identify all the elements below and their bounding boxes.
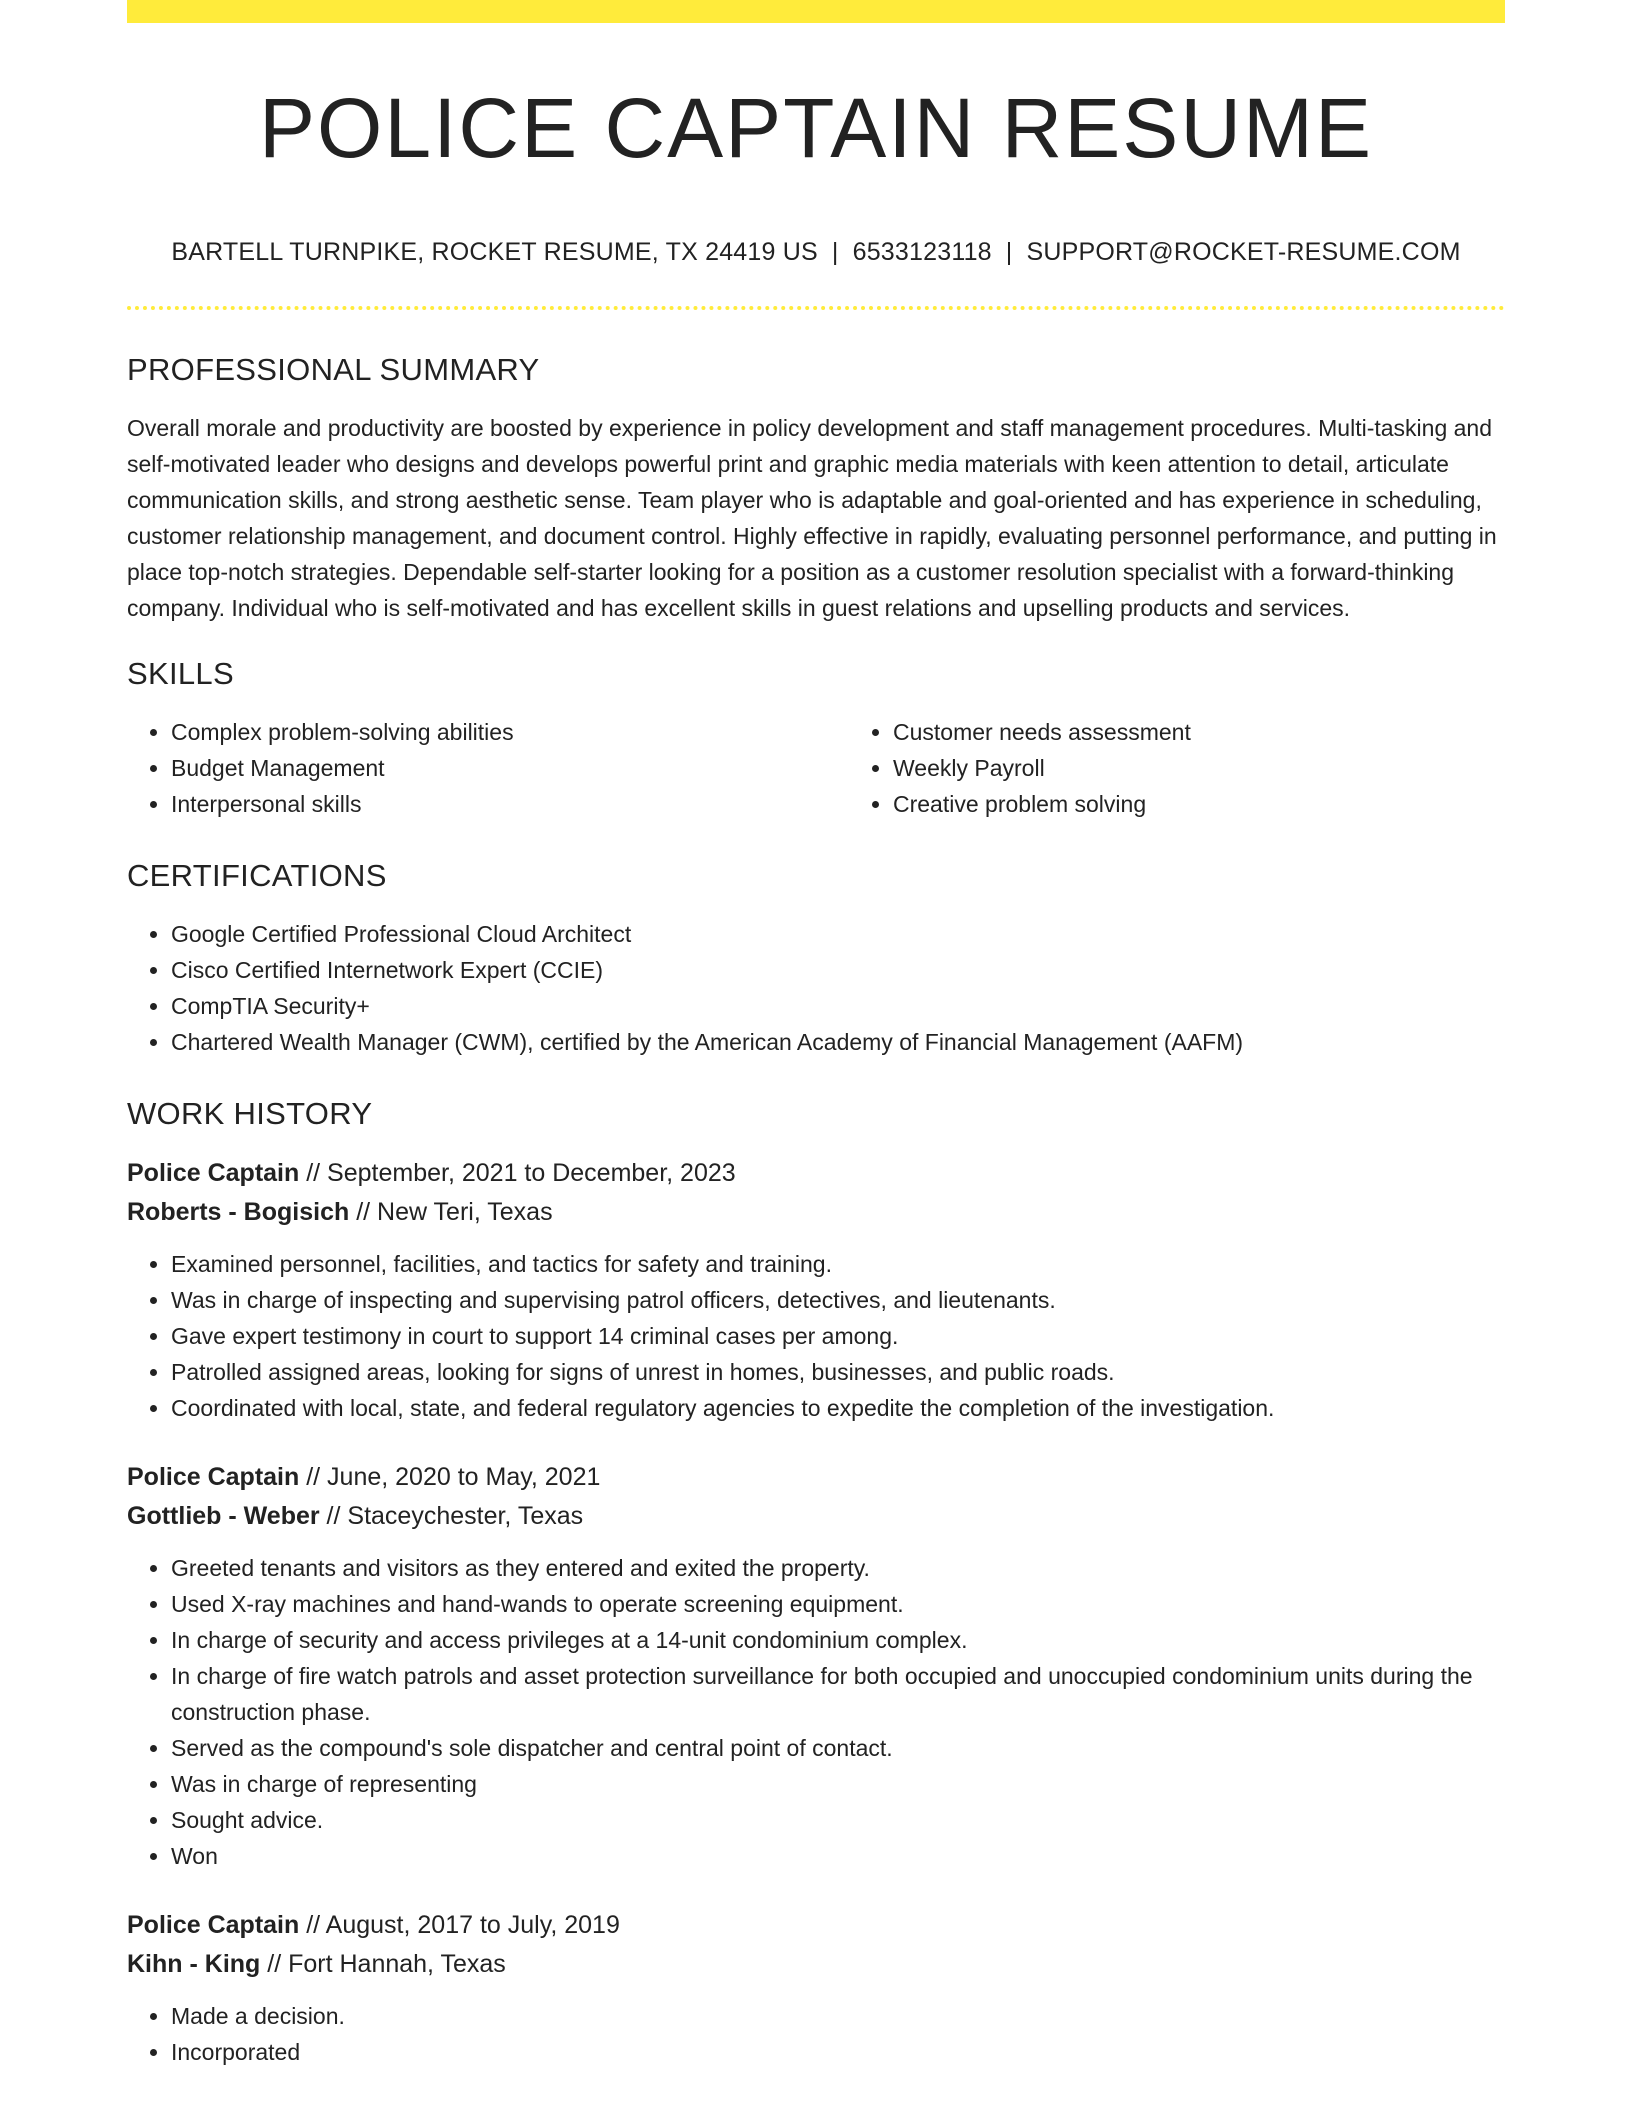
certification-item: • Chartered Wealth Manager (CWM), certified by the American Academy of Financial Management (AAFM) <box>171 1024 1505 1060</box>
skill-item: • Complex problem-solving abilities <box>171 714 849 750</box>
job-bullet: • Made a decision. <box>171 1998 1505 2034</box>
job-dates: // August, 2017 to July, 2019 <box>299 1911 620 1939</box>
contact-separator: | <box>1005 238 1013 266</box>
job-dates: // June, 2020 to May, 2021 <box>299 1463 601 1491</box>
job-company-line <box>127 1497 1505 1536</box>
job-bullets <box>127 1550 1505 1874</box>
skills-list <box>127 714 1505 822</box>
certification-item: • Cisco Certified Internetwork Expert (CCIE) <box>171 952 1505 988</box>
job-bullet: • Coordinated with local, state, and federal regulatory agencies to expedite the completion of the investigation. <box>171 1390 1505 1426</box>
job-bullet: • In charge of fire watch patrols and asset protection surveillance for both occupied and unoccupied condominium units during the construction phase. <box>171 1658 1505 1730</box>
job-bullet: • Won <box>171 1838 1505 1874</box>
contact-email: SUPPORT@ROCKET-RESUME.COM <box>1026 238 1461 266</box>
job-bullet: • Was in charge of inspecting and supervising patrol officers, detectives, and lieutenants. <box>171 1282 1505 1318</box>
skill-item: • Weekly Payroll <box>893 750 1571 786</box>
job-title-line <box>127 1154 1505 1193</box>
job-bullet: • Patrolled assigned areas, looking for signs of unrest in homes, businesses, and public roads. <box>171 1354 1505 1390</box>
skill-item: • Interpersonal skills <box>171 786 849 822</box>
job-bullet: • Used X-ray machines and hand-wands to operate screening equipment. <box>171 1586 1505 1622</box>
skills-column-left <box>127 714 849 822</box>
job-location: // Fort Hannah, Texas <box>260 1950 506 1978</box>
work-history-heading: WORK HISTORY <box>127 1096 373 1131</box>
job-title-line <box>127 1906 1505 1945</box>
contact-line <box>0 238 1632 267</box>
certifications-list <box>127 916 1505 1060</box>
job-dates: // September, 2021 to December, 2023 <box>299 1159 736 1187</box>
job-company: Gottlieb - Weber <box>127 1502 320 1530</box>
skill-item: • Creative problem solving <box>893 786 1571 822</box>
resume-content <box>127 352 1505 2102</box>
page-title: POLICE CAPTAIN RESUME <box>259 81 1373 175</box>
job-company: Roberts - Bogisich <box>127 1198 350 1226</box>
job-bullets <box>127 1998 1505 2070</box>
job-entry <box>127 1154 1505 1426</box>
job-title: Police Captain <box>127 1911 300 1939</box>
job-entry <box>127 1458 1505 1874</box>
job-bullet: • Sought advice. <box>171 1802 1505 1838</box>
skills-heading: SKILLS <box>127 656 234 691</box>
skills-column-right <box>849 714 1571 822</box>
job-company: Kihn - King <box>127 1950 261 1978</box>
certifications-heading: CERTIFICATIONS <box>127 858 387 893</box>
skill-item: • Customer needs assessment <box>893 714 1571 750</box>
job-bullet: • Was in charge of representing <box>171 1766 1505 1802</box>
job-entry <box>127 1906 1505 2070</box>
accent-top-bar <box>127 0 1505 23</box>
job-title: Police Captain <box>127 1463 300 1491</box>
contact-phone: 6533123118 <box>852 238 992 266</box>
job-title-line <box>127 1458 1505 1497</box>
job-company-line <box>127 1945 1505 1984</box>
job-company-line <box>127 1193 1505 1232</box>
summary-text: Overall morale and productivity are boosted by experience in policy development and staff management procedures. Multi-tasking and self-motivated leader who designs and develops powerful print and graphic media materials with keen attention to detail, articulate communication skills, and strong aesthetic sense. Team player who is adaptable and goal-oriented and has experience in scheduling, customer relationship management, and document control. Highly effective in rapidly, evaluating personnel performance, and putting in place top-notch strategies. Dependable self-starter looking for a position as a customer resolution specialist with a forward-thinking company. Individual who is self-motivated and has excellent skills in guest relations and upselling products and services. <box>127 415 1497 621</box>
summary-heading: PROFESSIONAL SUMMARY <box>127 352 540 387</box>
job-bullet: • Gave expert testimony in court to support 14 criminal cases per among. <box>171 1318 1505 1354</box>
job-bullet: • Greeted tenants and visitors as they entered and exited the property. <box>171 1550 1505 1586</box>
job-title: Police Captain <box>127 1159 300 1187</box>
job-location: // Staceychester, Texas <box>319 1502 584 1530</box>
job-bullet: • In charge of security and access privileges at a 14-unit condominium complex. <box>171 1622 1505 1658</box>
contact-address: BARTELL TURNPIKE, ROCKET RESUME, TX 24419 US <box>171 238 818 266</box>
job-bullet: • Examined personnel, facilities, and tactics for safety and training. <box>171 1246 1505 1282</box>
job-bullets <box>127 1246 1505 1426</box>
job-location: // New Teri, Texas <box>349 1198 553 1226</box>
certification-item: • CompTIA Security+ <box>171 988 1505 1024</box>
skill-item: • Budget Management <box>171 750 849 786</box>
dotted-divider <box>127 306 1505 310</box>
job-bullet: • Served as the compound's sole dispatcher and central point of contact. <box>171 1730 1505 1766</box>
certification-item: • Google Certified Professional Cloud Architect <box>171 916 1505 952</box>
contact-separator: | <box>831 238 839 266</box>
job-bullet: • Incorporated <box>171 2034 1505 2070</box>
